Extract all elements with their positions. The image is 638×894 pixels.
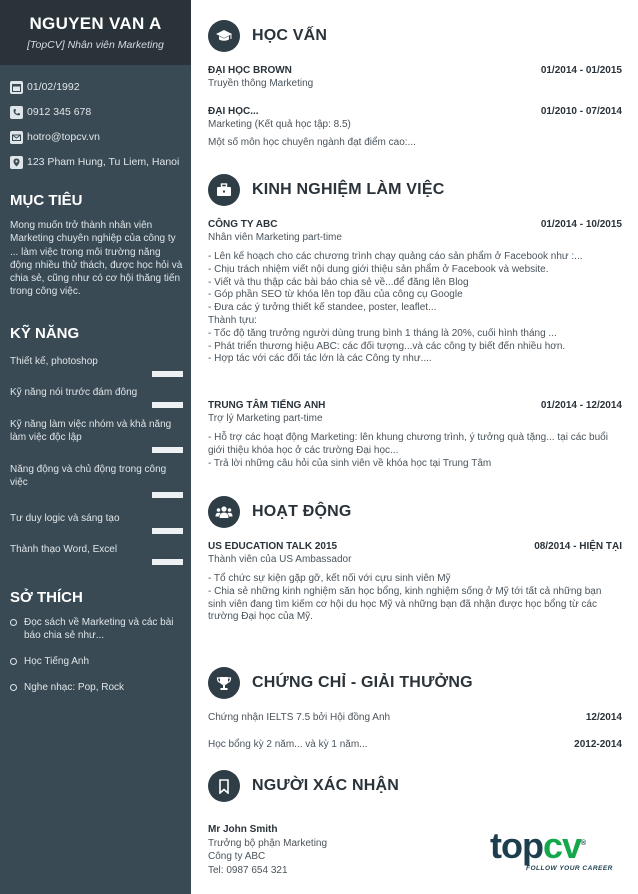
skill-bar-fill <box>152 559 183 565</box>
hobby-item: Đọc sách về Marketing và các bài báo chia sẻ như... <box>24 616 191 642</box>
sidebar <box>0 0 191 894</box>
date-range: 01/2010 - 07/2014 <box>540 106 622 117</box>
award-text: Học bổng kỳ 2 năm... và kỳ 1 năm... <box>208 739 368 750</box>
skill-bar-fill <box>152 371 183 377</box>
references-header <box>208 770 399 802</box>
group-icon <box>208 496 240 528</box>
logo-top: top <box>490 825 543 866</box>
job-desc <box>208 251 622 366</box>
contact-email-text[interactable]: hotro@topcv.vn <box>27 131 100 143</box>
contact-birthday <box>10 81 191 93</box>
hobby-item: Nghe nhạc: Pop, Rock <box>24 681 191 694</box>
activity-desc-line: - Chia sẻ những kinh nghiệm săn học bổng, kinh nghiệm sống ở Mỹ tới tất cả những bạn sinh viên đang tìm kiếm cơ hội du học Mỹ và những bạn đã nhận được học bổng từ các trường Đại học của Mỹ. <box>208 585 602 623</box>
profile-name: NGUYEN VAN A <box>29 14 162 33</box>
skill-bar <box>10 559 183 565</box>
activities-title: HOẠT ĐỘNG <box>252 503 352 520</box>
logo-tagline: FOLLOW YOUR CAREER <box>526 865 613 872</box>
job-desc-line: - Trả lời những câu hỏi của sinh viên về khóa học tại Trung Tâm <box>208 457 492 469</box>
activity-item <box>208 541 622 624</box>
job-desc-line: - Lên kế hoạch cho các chương trình chạy quảng cáo sản phẩm ở Facebook như :... <box>208 251 583 262</box>
topcv-logo <box>490 826 613 872</box>
award-text: Chứng nhận IELTS 7.5 bởi Hội đồng Anh <box>208 712 391 723</box>
reference-name: Mr John Smith <box>208 824 278 835</box>
skill-item <box>0 543 191 565</box>
contact-address-text: 123 Pham Hung, Tu Liem, Hanoi <box>27 156 180 168</box>
contact-birthday-text: 01/02/1992 <box>27 81 80 93</box>
skill-bar <box>10 492 183 498</box>
contact-phone-text: 0912 345 678 <box>27 106 92 118</box>
skill-bar-fill <box>152 447 183 453</box>
experience-header <box>208 174 444 206</box>
job-desc-line: - Hợp tác với các đối tác lớn là các Công ty như.... <box>208 353 432 365</box>
major: Truyền thông Marketing <box>208 78 314 89</box>
award-date: 12/2014 <box>585 712 622 723</box>
reference-line: Công ty ABC <box>208 851 266 863</box>
objective-text: Mong muốn trở thành nhân viên Marketing chuyên nghiệp của công ty ... làm việc trong môi trường năng động nhiều thử thách, được học hỏi và chia sẻ, cũng như có cơ hội thăng tiến trong công việc. <box>10 220 183 298</box>
profile-header <box>0 0 191 65</box>
job-title: Trợ lý Marketing part-time <box>208 413 323 424</box>
skill-item <box>0 386 191 408</box>
contact-list <box>0 81 191 168</box>
activity-desc-line: - Tổ chức sự kiện gặp gỡ, kết nối với cựu sinh viên Mỹ <box>208 573 451 584</box>
bookmark-icon <box>208 770 240 802</box>
hobbies-list <box>0 616 191 694</box>
skill-label: Năng động và chủ động trong công việc <box>10 464 167 488</box>
experience-item <box>208 400 622 470</box>
education-desc: Một số môn học chuyên ngành đạt điểm cao:... <box>208 137 416 148</box>
company-name: CÔNG TY ABC <box>208 219 278 230</box>
location-icon <box>10 156 23 169</box>
education-item <box>208 106 622 150</box>
logo-registered: ® <box>581 840 586 847</box>
school-name: ĐẠI HỌC... <box>208 106 259 117</box>
experience-item <box>208 219 622 366</box>
experience-title: KINH NGHIỆM LÀM VIỆC <box>252 181 445 198</box>
skill-bar <box>10 371 183 377</box>
job-desc-line: Thành tựu: <box>208 314 257 326</box>
education-title: HỌC VẤN <box>252 27 328 44</box>
major: Marketing (Kết quả học tập: 8.5) <box>208 119 351 130</box>
calendar-icon <box>10 81 23 94</box>
awards-title: CHỨNG CHỈ - GIẢI THƯỞNG <box>252 674 473 691</box>
trophy-icon <box>208 667 240 699</box>
skill-item <box>0 512 191 534</box>
skill-bar-fill <box>152 528 183 534</box>
education-header <box>208 20 327 52</box>
graduation-cap-icon <box>208 20 240 52</box>
logo-cv: cv <box>542 825 582 866</box>
reference-line: Tel: 0987 654 321 <box>208 864 288 876</box>
hobbies-title: SỞ THÍCH <box>10 589 83 606</box>
phone-icon <box>10 106 23 119</box>
skill-item <box>0 463 191 498</box>
job-desc-line: - Hỗ trợ các hoạt động Marketing: lên khung chương trình, ý tưởng quà tặng... tại các buổi giới thiệu khóa học ở các trường Đại học... <box>208 432 608 456</box>
objective-title: MỤC TIÊU <box>10 192 83 209</box>
job-desc-line: - Viết và thu thập các bài báo chia sẻ về...để đăng lên Blog <box>208 276 469 288</box>
skill-item <box>0 418 191 453</box>
award-item <box>208 739 622 750</box>
briefcase-icon <box>208 174 240 206</box>
skill-bar <box>10 402 183 408</box>
company-name: TRUNG TÂM TIẾNG ANH <box>208 400 326 411</box>
date-range: 01/2014 - 12/2014 <box>540 400 622 411</box>
references-title: NGƯỜI XÁC NHẬN <box>252 777 400 794</box>
profile-role: [TopCV] Nhân viên Marketing <box>27 39 164 51</box>
skill-item <box>0 355 191 377</box>
job-desc-line: - Góp phần SEO từ khóa lên top đầu của công cụ Google <box>208 289 463 301</box>
date-range: 01/2014 - 10/2015 <box>540 219 622 230</box>
job-desc-line: - Tốc độ tăng trưởng người dùng trung bình 1 tháng là 20%, cuối hình tháng ... <box>208 327 557 339</box>
activities-header <box>208 496 352 528</box>
skill-label: Kỹ năng làm việc nhóm và khả năng làm việc độc lập <box>10 419 172 443</box>
job-title: Nhân viên Marketing part-time <box>208 232 342 243</box>
school-name: ĐẠI HỌC BROWN <box>208 65 292 76</box>
skill-bar <box>10 528 183 534</box>
job-desc-line: - Đưa các ý tưởng thiết kế standee, poster, leaflet... <box>208 302 437 314</box>
job-desc <box>208 432 622 470</box>
skill-bar-fill <box>152 492 183 498</box>
hobby-item: Học Tiếng Anh <box>24 655 191 668</box>
activity-name: US EDUCATION TALK 2015 <box>208 541 338 552</box>
skill-bar <box>10 447 183 453</box>
date-range: 01/2014 - 01/2015 <box>540 65 622 76</box>
logo-wordmark <box>490 826 613 864</box>
contact-email[interactable] <box>10 131 191 143</box>
skill-label: Thiết kế, photoshop <box>10 356 98 367</box>
skill-label: Kỹ năng nói trước đám đông <box>10 387 138 398</box>
awards-header <box>208 667 473 699</box>
education-item <box>208 65 622 89</box>
award-date: 2012-2014 <box>574 739 622 750</box>
contact-address <box>10 156 191 168</box>
job-desc-line: - Phát triển thương hiệu ABC: các đối tượng...và các công ty biết đến nhiều hơn. <box>208 340 566 352</box>
activity-role: Thành viên của US Ambassador <box>208 554 352 565</box>
skill-label: Tư duy logic và sáng tạo <box>10 513 120 524</box>
reference-line: Trưởng bộ phận Marketing <box>208 838 328 849</box>
activity-desc <box>208 573 622 624</box>
skill-bar-fill <box>152 402 183 408</box>
email-icon <box>10 131 23 144</box>
date-range: 08/2014 - HIỆN TẠI <box>534 541 622 552</box>
job-desc-line: - Chịu trách nhiệm viết nội dung giới thiệu sản phẩm ở Facebook và website. <box>208 263 549 275</box>
skills-title: KỸ NĂNG <box>10 325 80 342</box>
contact-phone <box>10 106 191 118</box>
skill-label: Thành thạo Word, Excel <box>10 544 118 555</box>
award-item <box>208 712 622 723</box>
